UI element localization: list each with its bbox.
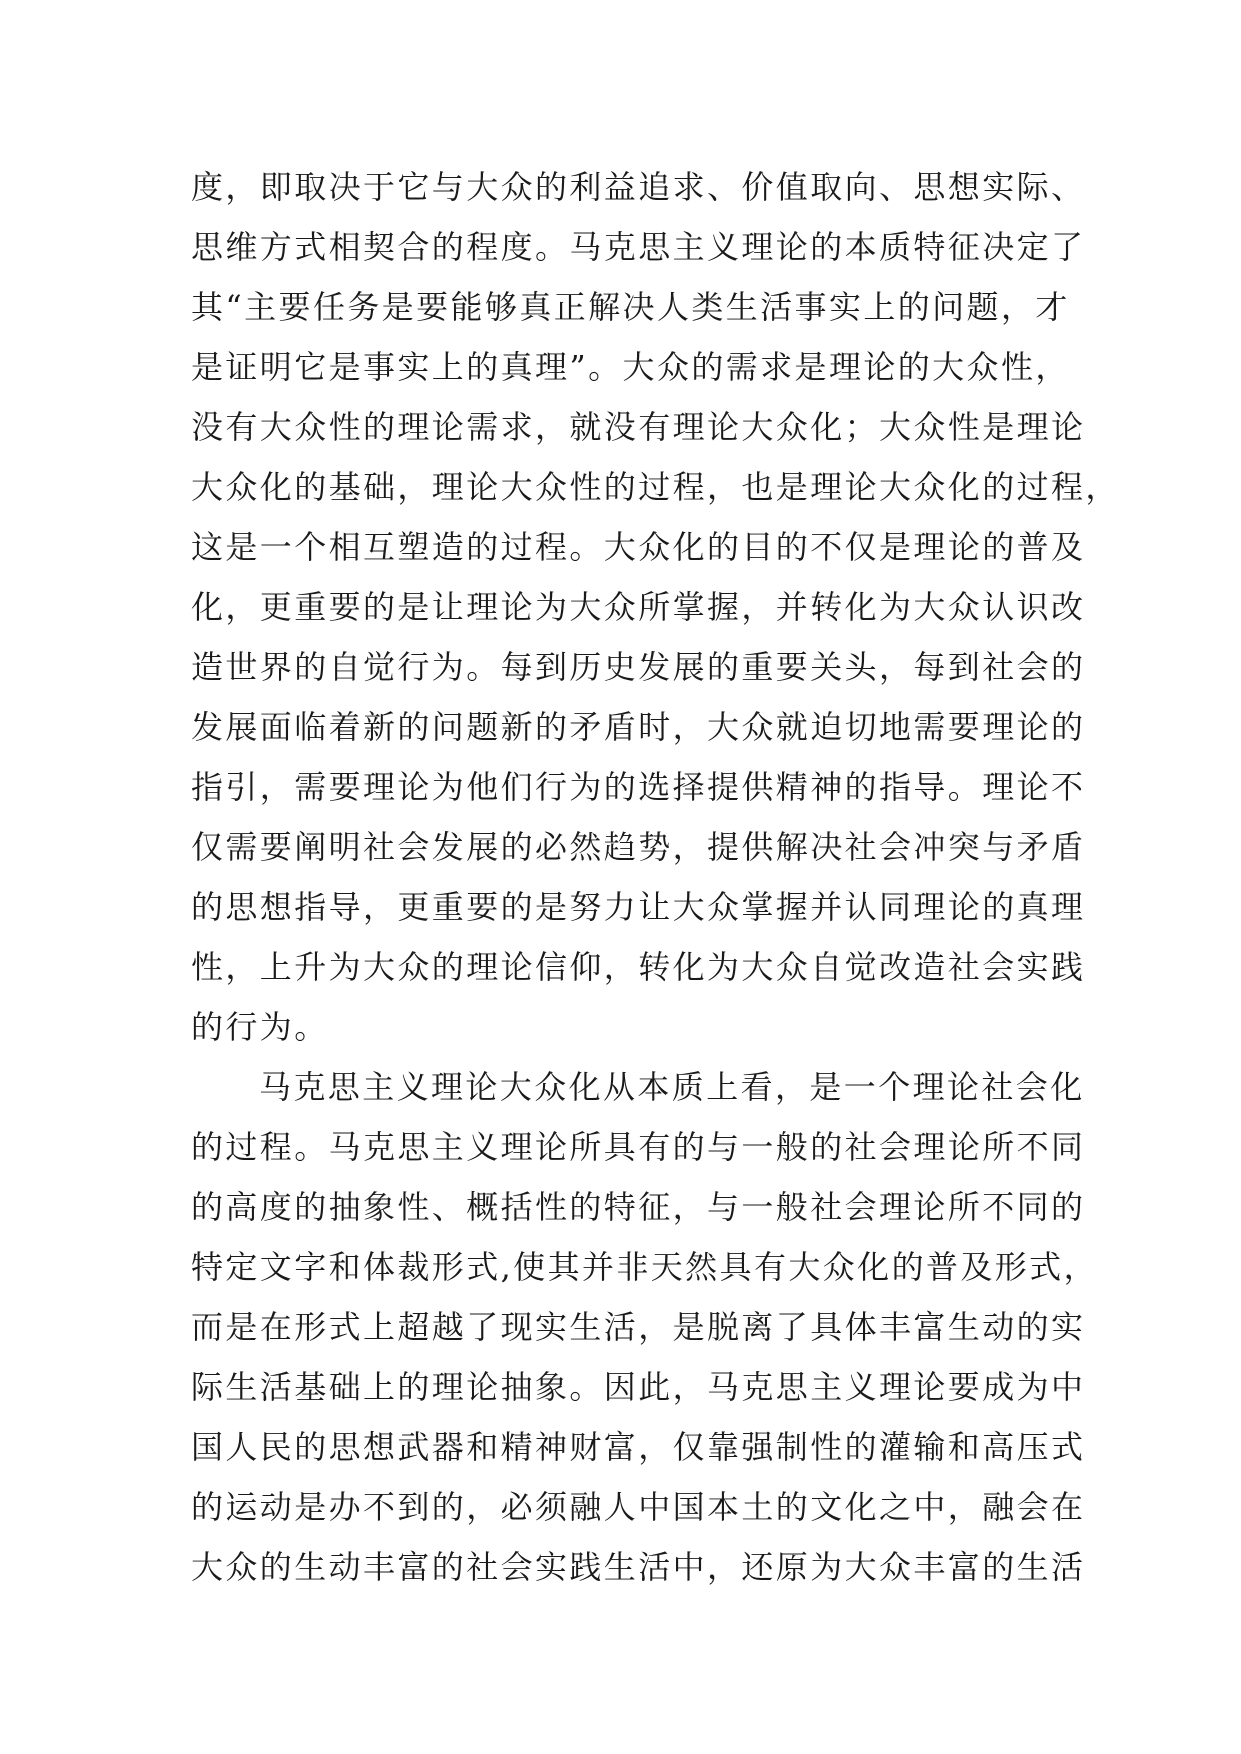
- text-line: 国人民的思想武器和精神财富，仅靠强制性的灌输和高压式: [191, 1428, 1086, 1466]
- text-line: 大众的生动丰富的社会实践生活中，还原为大众丰富的生活: [191, 1548, 1086, 1586]
- text-line: 大众化的基础，理论大众性的过程，也是理论大众化的过程，: [191, 468, 1120, 506]
- text-line: 而是在形式上超越了现实生活，是脱离了具体丰富生动的实: [191, 1308, 1086, 1346]
- body-text: [191, 157, 1120, 1597]
- text-line: 造世界的自觉行为。每到历史发展的重要关头，每到社会的: [191, 648, 1086, 686]
- text-line: 指引，需要理论为他们行为的选择提供精神的指导。理论不: [191, 768, 1086, 806]
- text-line: 际生活基础上的理论抽象。因此，马克思主义理论要成为中: [191, 1368, 1086, 1406]
- text-line: 这是一个相互塑造的过程。大众化的目的不仅是理论的普及: [191, 528, 1086, 566]
- text-line: 没有大众性的理论需求，就没有理论大众化；大众性是理论: [191, 408, 1086, 446]
- text-line: 仅需要阐明社会发展的必然趋势，提供解决社会冲突与矛盾: [191, 828, 1086, 866]
- text-line: 化，更重要的是让理论为大众所掌握，并转化为大众认识改: [191, 588, 1086, 626]
- text-line: 性，上升为大众的理论信仰，转化为大众自觉改造社会实践: [191, 948, 1086, 986]
- text-line: 的行为。: [191, 1008, 329, 1046]
- text-line: 发展面临着新的问题新的矛盾时，大众就迫切地需要理论的: [191, 708, 1086, 746]
- text-line: 是证明它是事实上的真理”。大众的需求是理论的大众性，: [191, 348, 1070, 386]
- text-line: 思维方式相契合的程度。马克思主义理论的本质特征决定了: [191, 228, 1086, 266]
- text-line: 特定文字和体裁形式,使其并非天然具有大众化的普及形式，: [191, 1248, 1098, 1286]
- text-line: 的高度的抽象性、概括性的特征，与一般社会理论所不同的: [191, 1188, 1086, 1226]
- text-line: 其“主要任务是要能够真正解决人类生活事实上的问题，才: [191, 288, 1070, 326]
- text-line: 的思想指导，更重要的是努力让大众掌握并认同理论的真理: [191, 888, 1086, 926]
- text-line: 度，即取决于它与大众的利益追求、价值取向、思想实际、: [191, 168, 1086, 206]
- paragraph-start-line: 马克思主义理论大众化从本质上看，是一个理论社会化: [259, 1068, 1085, 1106]
- text-line: 的运动是办不到的，必须融人中国本土的文化之中，融会在: [191, 1488, 1086, 1526]
- text-line: 的过程。马克思主义理论所具有的与一般的社会理论所不同: [191, 1128, 1086, 1166]
